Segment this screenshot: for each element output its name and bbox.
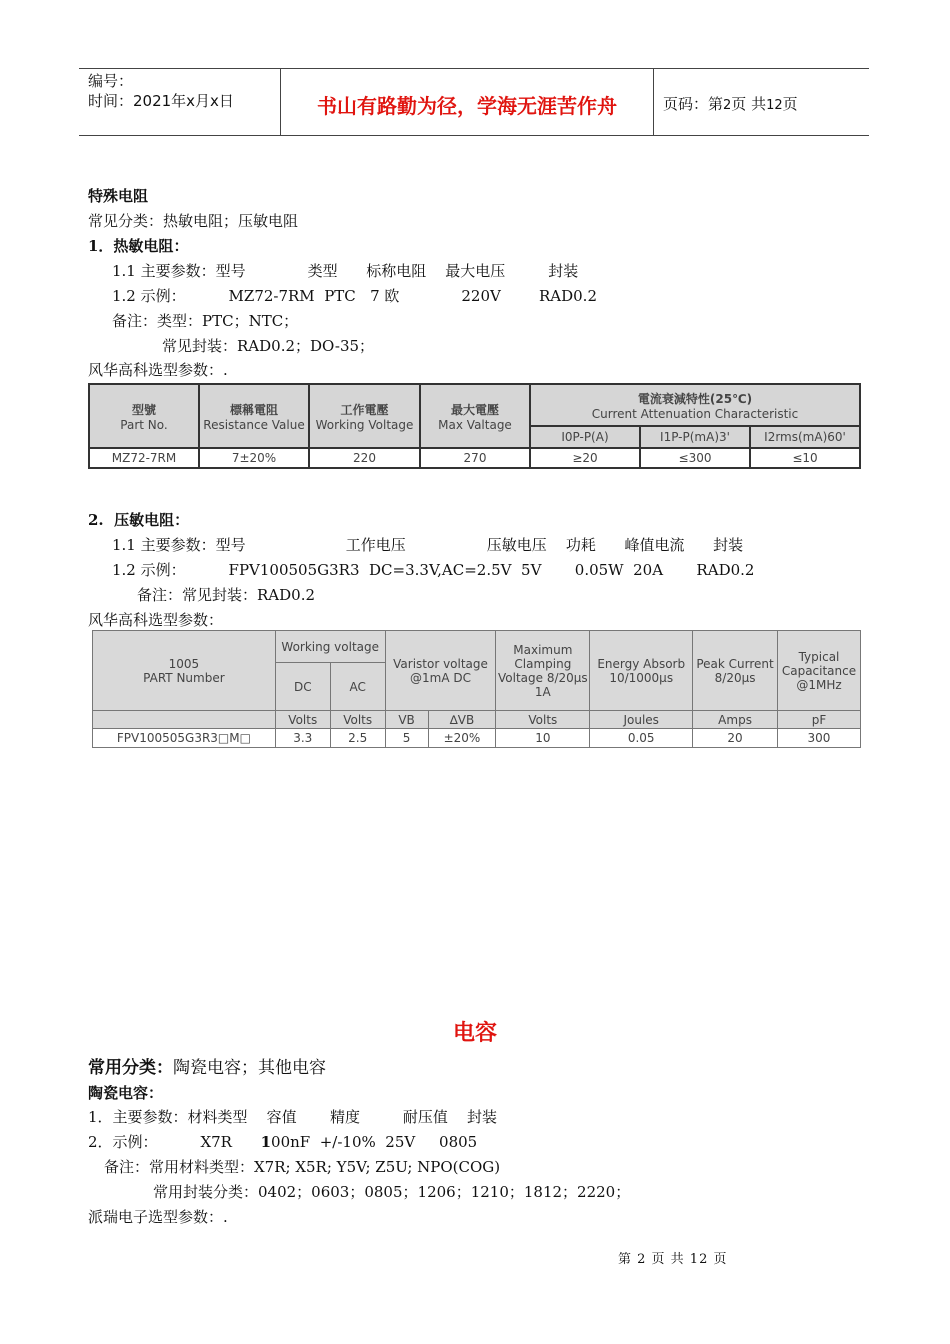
th-i1: I1P-P(mA)3' xyxy=(640,426,750,448)
th-varistor-voltage: Varistor voltage @1mA DC xyxy=(385,631,496,711)
table-row xyxy=(93,729,861,748)
table-cell: 5 xyxy=(385,729,428,748)
th-working-voltage: Working voltage xyxy=(275,631,385,663)
thermistor-heading: 1．热敏电阻： xyxy=(88,237,189,255)
capacitor-categories: 常用分类：陶瓷电容；其他电容 xyxy=(88,1058,326,1078)
table-cell: ≤10 xyxy=(750,448,860,468)
table-cell: 300 xyxy=(777,729,860,748)
table-cell: 7±20% xyxy=(199,448,309,468)
unit-cell: Volts xyxy=(330,711,385,729)
th-i0: I0P-P(A) xyxy=(530,426,640,448)
thermistor-example: 1.2 示例： MZ72-7RM PTC 7 欧 220V RAD0.2 xyxy=(112,287,597,305)
units-row xyxy=(93,711,861,729)
unit-cell: ∆VB xyxy=(428,711,496,729)
table-cell: 3.3 xyxy=(275,729,330,748)
varistor-source: 风华高科选型参数： xyxy=(88,611,224,629)
unit-cell: Amps xyxy=(693,711,778,729)
ceramic-source: 派瑞电子选型参数：. xyxy=(88,1208,228,1226)
table-cell: ≤300 xyxy=(640,448,750,468)
table-cell: 0.05 xyxy=(590,729,693,748)
thermistor-params: 1.1 主要参数：型号 类型 标称电阻 最大电压 封装 xyxy=(112,262,579,280)
table-cell: FPV100505G3R3□M□ xyxy=(93,729,276,748)
section-title-special-resistor: 特殊电阻 xyxy=(88,187,149,205)
th-i2: I2rms(mA)60' xyxy=(750,426,860,448)
header-top-rule xyxy=(79,68,869,69)
th-resistance: 標稱電阻 Resistance Value xyxy=(199,384,309,448)
table-cell: MZ72-7RM xyxy=(89,448,199,468)
varistor-spec-table xyxy=(92,630,861,748)
thermistor-note-type: 备注：类型：PTC；NTC； xyxy=(112,312,299,330)
ceramic-params: 1．主要参数：材料类型 容值 精度 耐压值 封装 xyxy=(88,1108,497,1126)
table-cell: 20 xyxy=(693,729,778,748)
header-divider-right xyxy=(653,68,654,136)
capacitor-title: 电容 xyxy=(452,1021,497,1046)
serial-label: 编号： xyxy=(88,72,134,90)
header-meta xyxy=(88,71,234,111)
table-cell: 10 xyxy=(496,729,590,748)
ceramic-heading: 陶瓷电容： xyxy=(88,1084,164,1102)
ceramic-note-package: 常用封装分类：0402；0603；0805；1206；1210；1812；2220； xyxy=(153,1183,631,1201)
page-footer: 第 2 页 共 12 页 xyxy=(618,1252,728,1267)
header-motto: 书山有路勤为径，学海无涯苦作舟 xyxy=(317,94,617,118)
table-cell: 220 xyxy=(309,448,420,468)
ceramic-example: 2．示例： X7R 100nF +/-10% 25V 0805 xyxy=(88,1133,478,1151)
th-max-voltage: 最大電壓 Max Valtage xyxy=(420,384,530,448)
resistor-categories: 常见分类：热敏电阻；压敏电阻 xyxy=(88,212,299,230)
varistor-example: 1.2 示例： FPV100505G3R3 DC=3.3V,AC=2.5V 5V 0.05W 20A RAD0.2 xyxy=(112,561,755,579)
th-attenuation: 電流衰減特性(25℃) Current Attenuation Characteristic xyxy=(530,384,860,426)
varistor-note: 备注：常见封装：RAD0.2 xyxy=(137,586,316,604)
varistor-params: 1.1 主要参数：型号 工作电压 压敏电压 功耗 峰值电流 封装 xyxy=(112,536,744,554)
thermistor-note-package: 常见封装：RAD0.2；DO-35； xyxy=(162,337,375,355)
table-row xyxy=(89,448,860,468)
thermistor-source: 风华高科选型参数：. xyxy=(88,361,228,379)
unit-cell: pF xyxy=(777,711,860,729)
header-page-number: 页码：第2页 共12页 xyxy=(663,95,798,113)
table-cell: ±20% xyxy=(428,729,496,748)
varistor-heading: 2. 压敏电阻： xyxy=(88,511,190,529)
header-divider-left xyxy=(280,68,281,136)
ceramic-note-material: 备注：常用材料类型：X7R; X5R; Y5V; Z5U; NPO(COG) xyxy=(104,1158,501,1176)
table-cell: 2.5 xyxy=(330,729,385,748)
th-capacitance: Typical Capacitance @1MHz xyxy=(777,631,860,711)
th-peak-current: Peak Current 8/20μs xyxy=(693,631,778,711)
th-dc: DC xyxy=(275,663,330,711)
table-cell: 270 xyxy=(420,448,530,468)
table-cell: ≥20 xyxy=(530,448,640,468)
th-part-number: 1005 PART Number xyxy=(93,631,276,711)
th-ac: AC xyxy=(330,663,385,711)
th-energy: Energy Absorb 10/1000μs xyxy=(590,631,693,711)
unit-cell: Joules xyxy=(590,711,693,729)
unit-cell: VB xyxy=(385,711,428,729)
time-label: 时间：2021年x月x日 xyxy=(88,92,234,110)
th-clamping: Maximum Clamping Voltage 8/20μs 1A xyxy=(496,631,590,711)
header-bottom-rule xyxy=(79,135,869,136)
unit-cell: Volts xyxy=(275,711,330,729)
th-part-no: 型號 Part No. xyxy=(89,384,199,448)
unit-cell: Volts xyxy=(496,711,590,729)
thermistor-spec-table xyxy=(88,383,861,469)
th-working-voltage: 工作電壓 Working Voltage xyxy=(309,384,420,448)
